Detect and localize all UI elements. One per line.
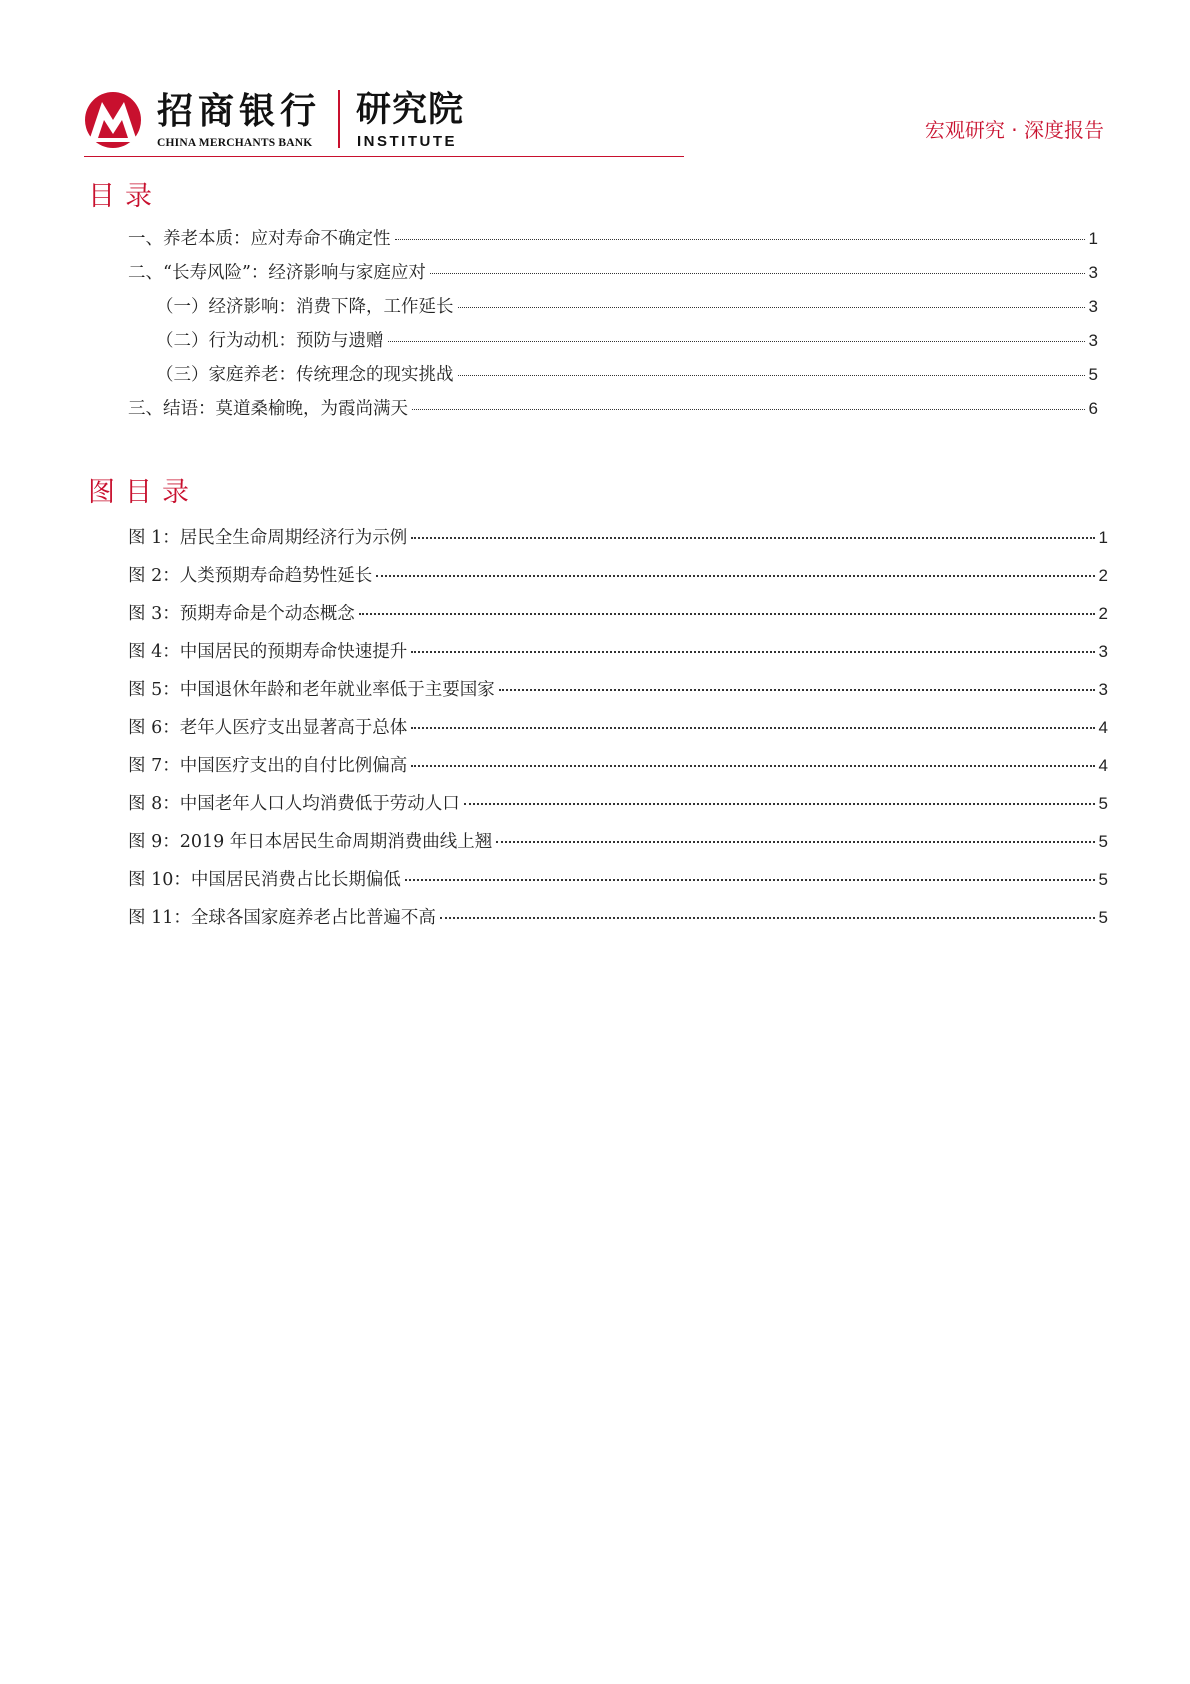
toc-entry-label: （一）经济影响：消费下降，工作延长 [156, 297, 454, 317]
toc-entry-page: 3 [1088, 331, 1098, 350]
dot-leader [388, 341, 1085, 342]
dot-leader [458, 307, 1085, 308]
figure-toc-entry[interactable] [128, 633, 1108, 671]
figure-entry-page: 5 [1098, 794, 1108, 813]
figure-toc-entry[interactable] [128, 899, 1108, 937]
header-divider [338, 90, 340, 148]
toc-entry-label: 一、养老本质：应对寿命不确定性 [128, 229, 391, 249]
figure-toc-entry[interactable] [128, 823, 1108, 861]
toc-title: 目录 [88, 181, 162, 212]
toc-entry[interactable] [128, 290, 1098, 324]
figure-entry-page: 4 [1098, 756, 1108, 775]
dot-leader [499, 689, 1095, 691]
figure-entry-label: 图 7：中国医疗支出的自付比例偏高 [128, 756, 408, 776]
dot-leader [430, 273, 1085, 274]
dot-leader [376, 575, 1094, 577]
toc-entry[interactable] [128, 358, 1098, 392]
dot-leader [359, 613, 1095, 615]
figure-toc-entry[interactable] [128, 595, 1108, 633]
institute-name-en: INSTITUTE [357, 133, 457, 150]
toc-entry-label: 三、结语：莫道桑榆晚，为霞尚满天 [128, 399, 408, 419]
figure-toc-entry[interactable] [128, 557, 1108, 595]
report-header [84, 86, 1104, 156]
figure-entry-page: 3 [1098, 680, 1108, 699]
figure-toc-entry[interactable] [128, 785, 1108, 823]
dot-leader [496, 841, 1094, 843]
bank-name-en: CHINA MERCHANTS BANK [157, 137, 313, 149]
dot-leader [411, 651, 1094, 653]
toc-entry-page: 6 [1088, 399, 1098, 418]
figure-entry-label: 图 1：居民全生命周期经济行为示例 [128, 528, 408, 548]
figure-entry-label: 图 5：中国退休年龄和老年就业率低于主要国家 [128, 680, 495, 700]
figure-toc-entry[interactable] [128, 747, 1108, 785]
figure-entry-page: 5 [1098, 870, 1108, 889]
institute-name-cn: 研究院 [356, 90, 465, 130]
figure-toc-entry[interactable] [128, 519, 1108, 557]
dot-leader [411, 727, 1094, 729]
figure-entry-page: 4 [1098, 718, 1108, 737]
toc-entry-label: 二、“长寿风险”：经济影响与家庭应对 [128, 263, 426, 283]
toc-entry-page: 3 [1088, 263, 1098, 282]
dot-leader [440, 917, 1095, 919]
figure-entry-label: 图 3：预期寿命是个动态概念 [128, 604, 355, 624]
figure-entry-label: 图 4：中国居民的预期寿命快速提升 [128, 642, 408, 662]
figure-entry-label: 图 11：全球各国家庭养老占比普遍不高 [128, 908, 436, 928]
figure-entry-page: 5 [1098, 908, 1108, 927]
dot-leader [405, 879, 1095, 881]
figures-table-of-contents [128, 519, 1108, 937]
figure-entry-page: 3 [1098, 642, 1108, 661]
bank-name-cn: 招商银行 [157, 91, 322, 132]
figure-toc-entry[interactable] [128, 671, 1108, 709]
dot-leader [411, 537, 1094, 539]
dot-leader [458, 375, 1085, 376]
dot-leader [411, 765, 1094, 767]
toc-entry[interactable] [128, 392, 1098, 426]
figure-entry-label: 图 2：人类预期寿命趋势性延长 [128, 566, 373, 586]
toc-entry-label: （三）家庭养老：传统理念的现实挑战 [156, 365, 454, 385]
toc-entry-page: 5 [1088, 365, 1098, 384]
figures-toc-title: 图目录 [88, 477, 199, 508]
toc-entry[interactable] [128, 222, 1098, 256]
toc-entry-page: 1 [1088, 229, 1098, 248]
dot-leader [412, 409, 1085, 410]
figure-toc-entry[interactable] [128, 709, 1108, 747]
toc-entry-page: 3 [1088, 297, 1098, 316]
figure-entry-label: 图 8：中国老年人口人均消费低于劳动人口 [128, 794, 460, 814]
figure-entry-page: 2 [1098, 604, 1108, 623]
figure-toc-entry[interactable] [128, 861, 1108, 899]
figure-entry-page: 5 [1098, 832, 1108, 851]
dot-leader [464, 803, 1095, 805]
figure-entry-label: 图 6：老年人医疗支出显著高于总体 [128, 718, 408, 738]
document-type: 宏观研究 · 深度报告 [924, 118, 1104, 142]
toc-entry[interactable] [128, 256, 1098, 290]
figure-entry-page: 2 [1098, 566, 1108, 585]
dot-leader [395, 239, 1085, 240]
toc-entry[interactable] [128, 324, 1098, 358]
header-rule [84, 156, 684, 157]
figure-entry-label: 图 10：中国居民消费占比长期偏低 [128, 870, 401, 890]
figure-entry-label: 图 9：2019 年日本居民生命周期消费曲线上翘 [128, 832, 493, 852]
cmb-logo-icon [84, 90, 142, 150]
toc-entry-label: （二）行为动机：预防与遗赠 [156, 331, 384, 351]
table-of-contents [128, 222, 1098, 426]
figure-entry-page: 1 [1098, 528, 1108, 547]
